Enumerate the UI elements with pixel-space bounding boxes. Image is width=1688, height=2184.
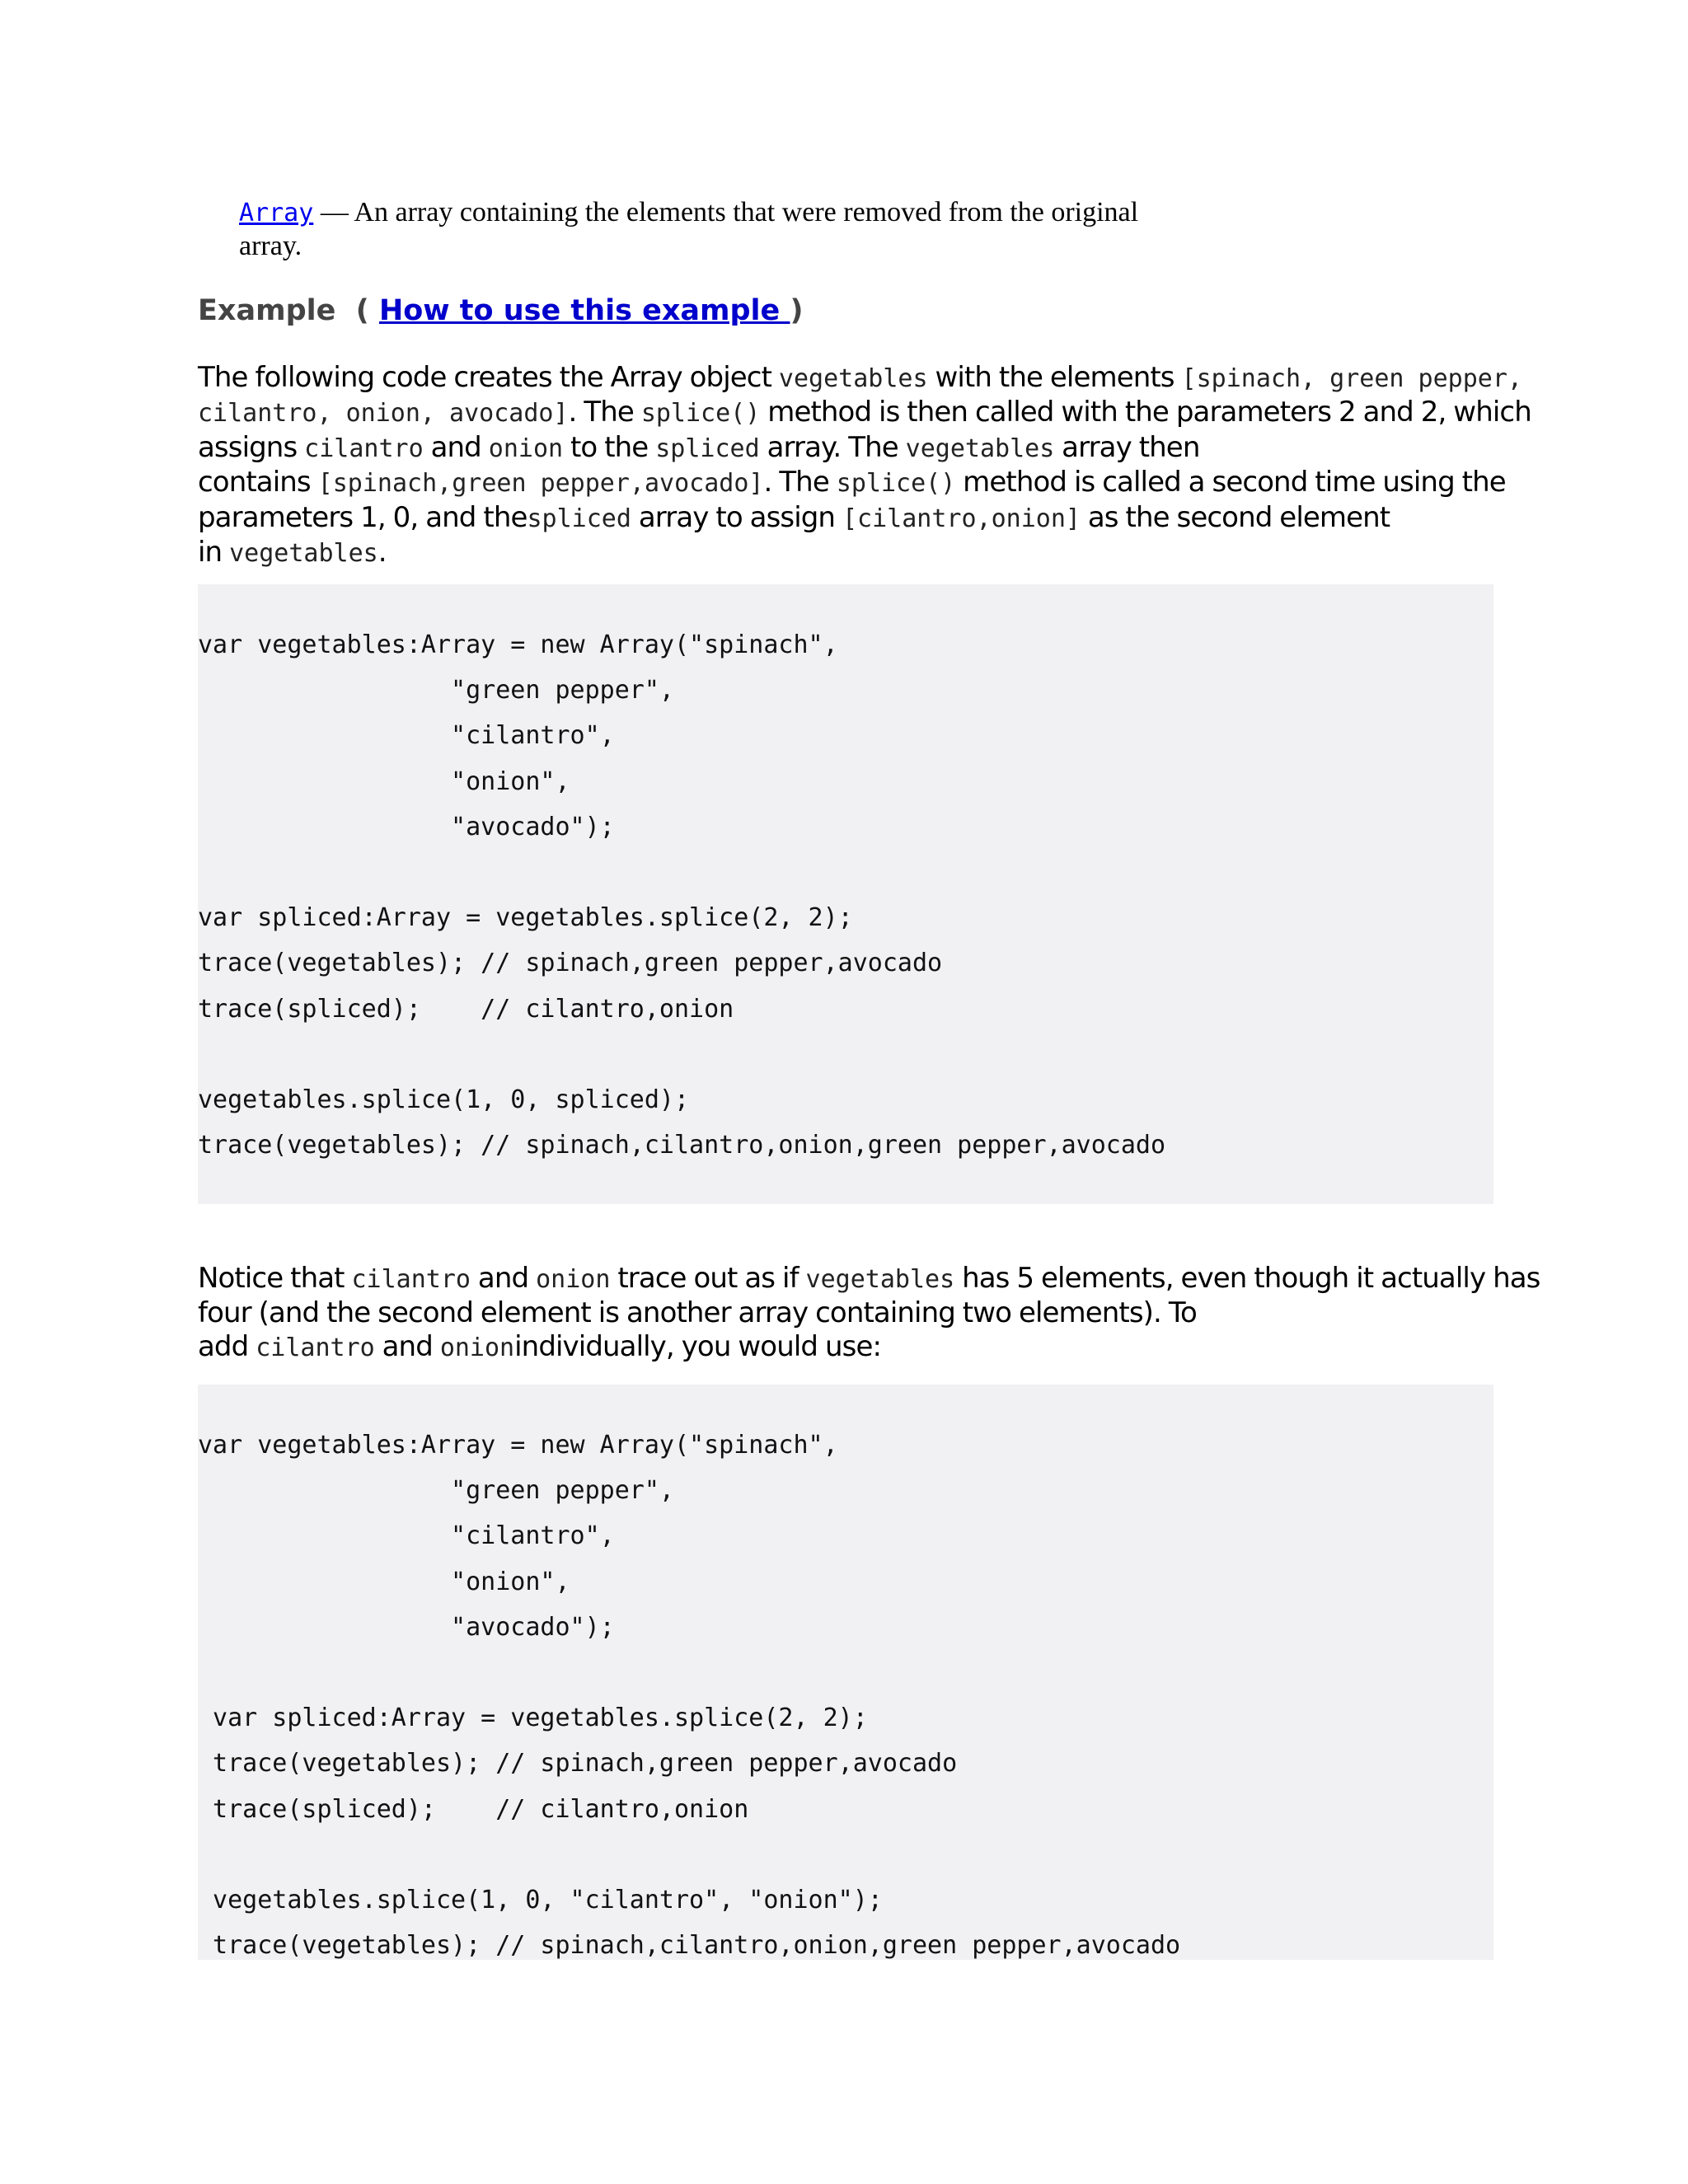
code-block [198, 622, 1165, 1168]
text: with the elements [927, 361, 1182, 394]
text: parameters 1, 0, and the [198, 500, 528, 534]
code-line: "avocado"); [198, 1612, 615, 1642]
returns-description [239, 196, 1311, 263]
array-type-link[interactable]: Array [239, 199, 314, 227]
code-block [198, 1422, 1180, 1968]
code-line: "green pepper", [198, 1476, 674, 1506]
text: and [423, 430, 489, 464]
paragraph-line [198, 361, 1522, 396]
text: contains [198, 466, 318, 499]
inline-code: onion [488, 434, 564, 463]
inline-code: spliced [655, 434, 760, 463]
inline-code: splice() [640, 399, 761, 429]
code-example-1 [198, 584, 1493, 1204]
text: add [198, 1329, 256, 1363]
code-line: trace(vegetables); // spinach,cilantro,onion,green pepper,avocado [198, 1931, 1181, 1961]
inline-code: onion [439, 1333, 515, 1362]
code-line: var vegetables:Array = new Array("spinach", [198, 630, 838, 659]
text: method is then called with the parameters 2 and 2, which [760, 396, 1531, 429]
text: array then [1054, 430, 1200, 464]
code-line: var vegetables:Array = new Array("spinach", [198, 1431, 838, 1460]
paragraph-line [198, 1330, 1493, 1365]
how-to-use-example-link[interactable]: How to use this example [378, 294, 790, 327]
inline-code: [spinach,green pepper,avocado] [317, 469, 764, 499]
text: individually, you would use: [514, 1329, 882, 1363]
notice-paragraph [198, 1262, 1540, 1365]
text: in [198, 536, 230, 569]
example-description-paragraph [198, 361, 1531, 570]
text: trace out as if [610, 1262, 806, 1295]
text: Notice that [198, 1262, 352, 1295]
paragraph-line [198, 1262, 1540, 1296]
text: to the [563, 430, 656, 464]
text: . The [763, 466, 837, 499]
code-line: "green pepper", [198, 676, 674, 705]
code-line: vegetables.splice(1, 0, "cilantro", "onion"); [198, 1886, 883, 1915]
inline-code: spliced [527, 504, 631, 533]
inline-code: vegetables [229, 539, 378, 569]
text: has 5 elements, even though it actually has [954, 1262, 1540, 1295]
code-line: trace(vegetables); // spinach,green pepper,avocado [198, 949, 943, 978]
inline-code: vegetables [905, 434, 1055, 463]
code-line: "onion", [198, 1567, 570, 1596]
paragraph-line [198, 431, 1493, 466]
paragraph-line [198, 501, 1493, 536]
inline-code: cilantro [304, 434, 424, 463]
paragraph-line [198, 466, 1506, 500]
code-line: trace(vegetables); // spinach,cilantro,onion,green pepper,avocado [198, 1131, 1165, 1160]
text: as the second element [1080, 500, 1390, 534]
paragraph-line [198, 396, 1531, 430]
close-paren: ) [790, 294, 804, 327]
text: . [377, 536, 387, 569]
inline-code: vegetables [805, 1265, 955, 1294]
text: and [471, 1262, 537, 1295]
code-line: var spliced:Array = vegetables.splice(2, 2); [198, 903, 853, 933]
text: array to assign [631, 500, 842, 534]
code-line: "onion", [198, 766, 570, 796]
paragraph-line [198, 536, 1493, 570]
text: assigns [198, 430, 305, 464]
paragraph-line [198, 1296, 1493, 1329]
code-line: vegetables.splice(1, 0, spliced); [198, 1085, 690, 1115]
code-line: var spliced:Array = vegetables.splice(2, 2); [198, 1704, 868, 1733]
text: array. The [759, 430, 906, 464]
code-line: trace(spliced); // cilantro,onion [198, 1794, 749, 1824]
inline-code: cilantro, onion, avocado] [198, 399, 569, 429]
inline-code: onion [536, 1265, 611, 1294]
text: method is called a second time using the [955, 466, 1506, 499]
inline-code: [spinach, green pepper, [1181, 364, 1522, 393]
inline-code: vegetables [778, 364, 928, 393]
example-label: Example [198, 294, 336, 327]
code-line: "avocado"); [198, 812, 615, 841]
returns-text: — An array containing the elements that were removed from the original [313, 197, 1139, 227]
text: The following code creates the Array object [198, 361, 779, 394]
inline-code: cilantro [256, 1333, 375, 1362]
inline-code: [cilantro,onion] [842, 504, 1081, 533]
inline-code: splice() [836, 469, 956, 499]
text: . The [568, 396, 641, 429]
code-line: "cilantro", [198, 721, 615, 751]
inline-code: cilantro [351, 1265, 471, 1294]
example-heading [198, 293, 803, 329]
text: four (and the second element is another array containing two elements). To [198, 1296, 1197, 1330]
code-line: "cilantro", [198, 1521, 615, 1551]
open-paren: ( [355, 294, 369, 327]
code-line: trace(vegetables); // spinach,green pepper,avocado [198, 1749, 958, 1779]
text: and [374, 1329, 440, 1363]
returns-text-continued: array. [239, 231, 302, 261]
code-example-2 [198, 1385, 1493, 1960]
code-line: trace(spliced); // cilantro,onion [198, 994, 734, 1024]
